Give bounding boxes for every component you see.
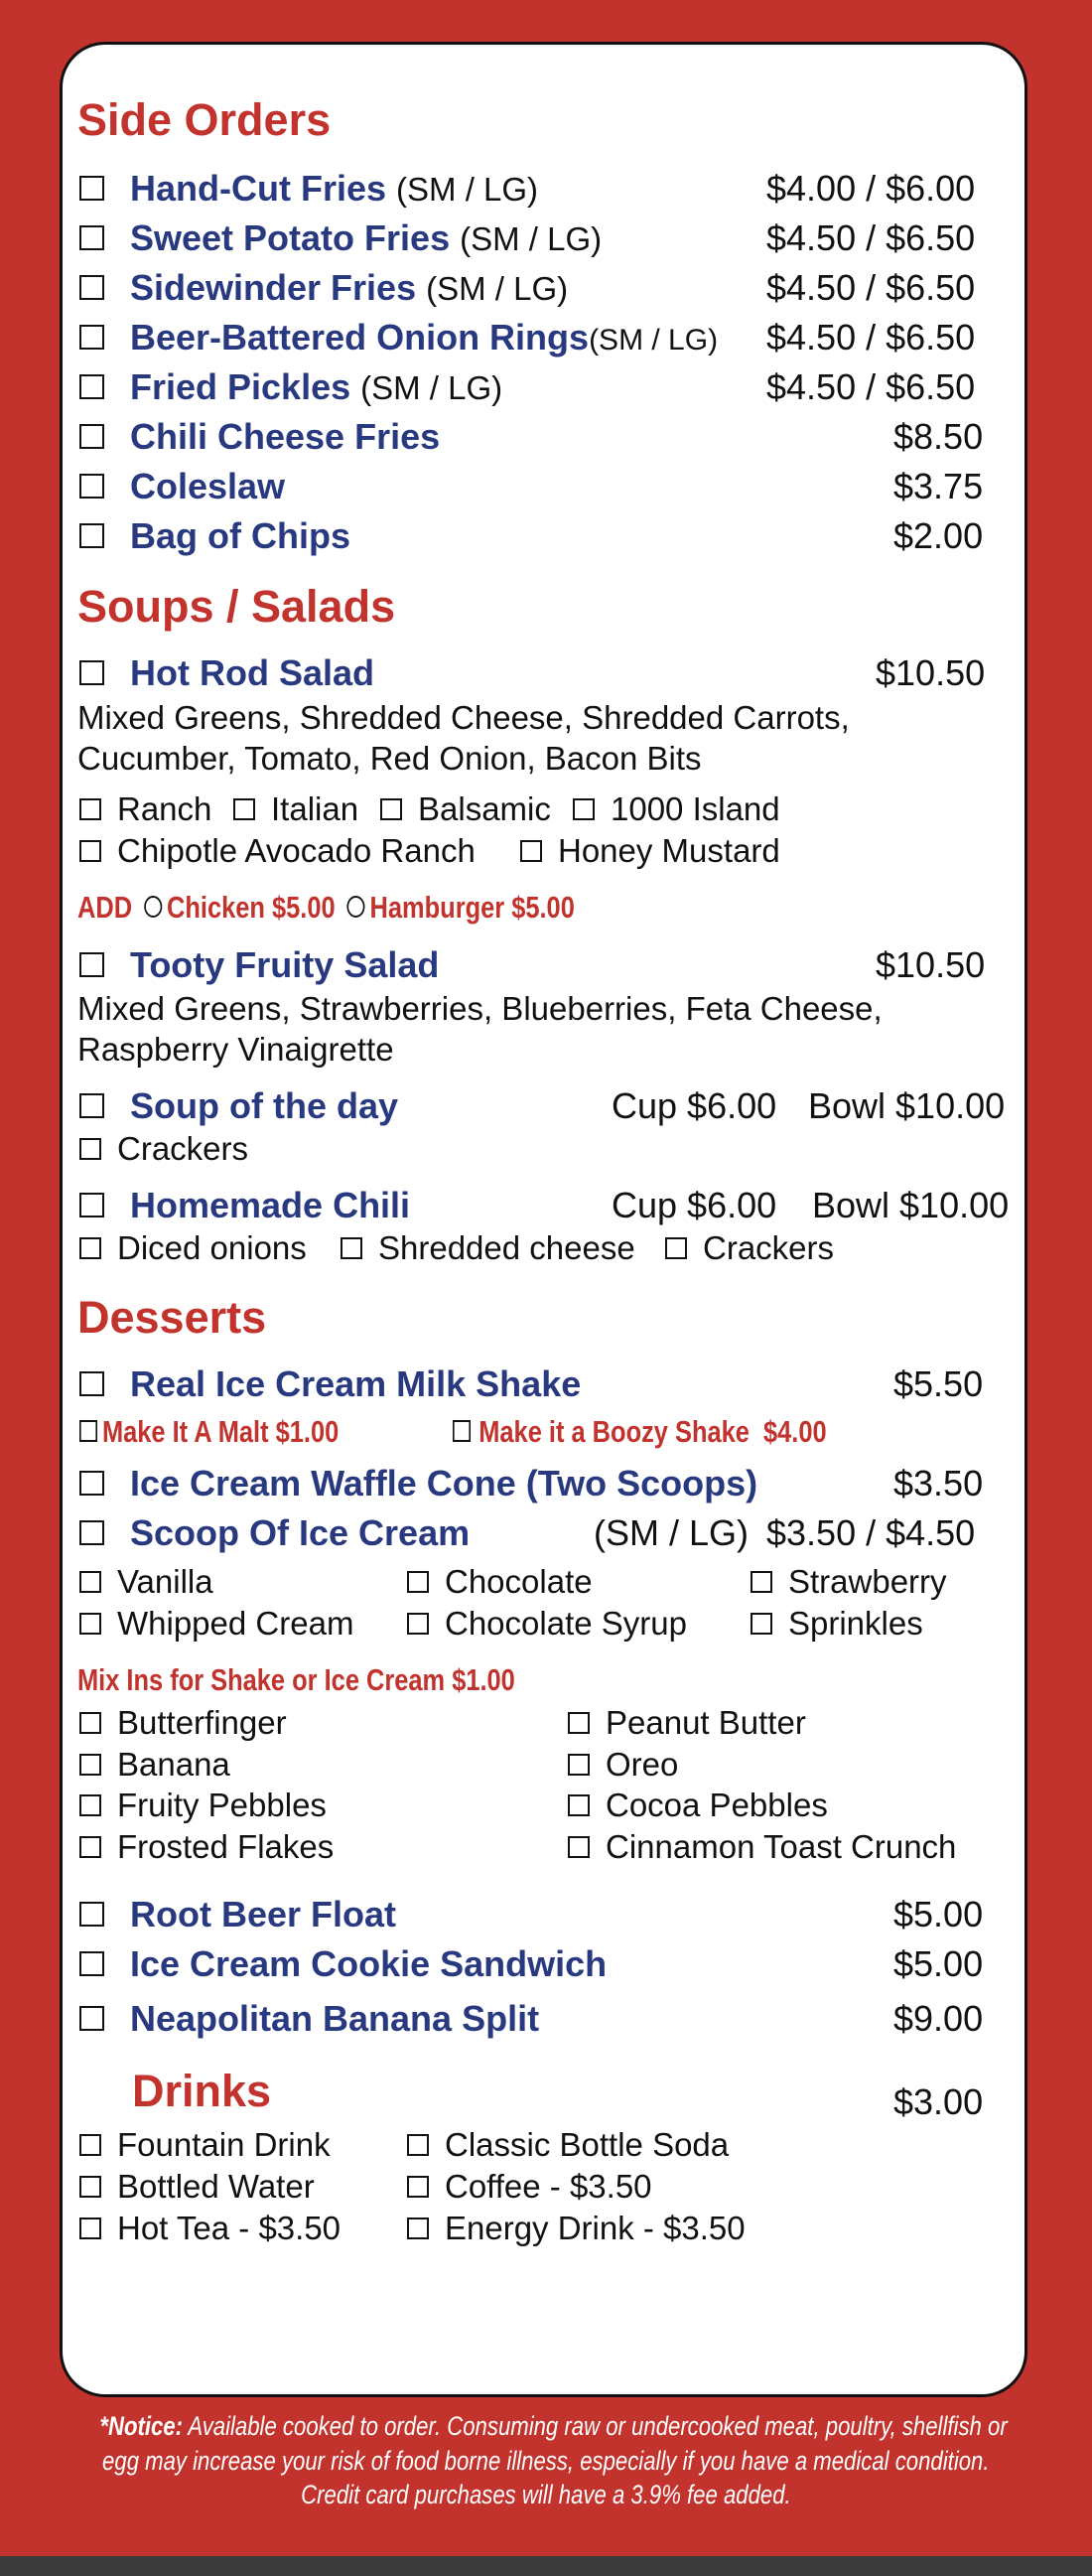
checkbox[interactable]	[573, 798, 595, 820]
notice-line-3: Credit card purchases will have a 3.9% fee added.	[301, 2480, 791, 2509]
option-italian[interactable]: Italian	[233, 792, 358, 825]
checkbox[interactable]	[568, 1836, 590, 1858]
checkbox[interactable]	[751, 1613, 772, 1635]
item-price: $5.00	[893, 1894, 984, 1934]
checkbox[interactable]	[79, 1754, 101, 1776]
checkbox[interactable]	[79, 2134, 101, 2156]
checkbox[interactable]	[407, 1613, 429, 1635]
checkbox[interactable]	[751, 1571, 772, 1593]
menu-item[interactable]: Tooty Fruity Salad	[79, 947, 439, 983]
checkbox[interactable]	[79, 1237, 101, 1259]
option-peanut-butter[interactable]: Peanut Butter	[568, 1706, 806, 1739]
menu-item[interactable]: Scoop Of Ice Cream	[79, 1515, 470, 1551]
item-price: $3.75	[893, 466, 984, 506]
checkbox[interactable]	[79, 1371, 104, 1396]
option-balsamic[interactable]: Balsamic	[380, 792, 551, 825]
notice-line-2: egg may increase your risk of food borne illness, especially if you have a medical condition.	[102, 2446, 990, 2476]
menu-item[interactable]: Sidewinder Fries (SM / LG)	[79, 270, 568, 306]
checkbox[interactable]	[79, 474, 104, 499]
checkbox[interactable]	[568, 1794, 590, 1816]
radio-chicken[interactable]	[144, 896, 162, 918]
option-cinnamon-toast-crunch[interactable]: Cinnamon Toast Crunch	[568, 1830, 956, 1863]
checkbox[interactable]	[79, 1193, 104, 1217]
item-description: Cucumber, Tomato, Red Onion, Bacon Bits	[77, 740, 702, 777]
mix-ins-title: Mix Ins for Shake or Ice Cream $1.00	[77, 1662, 515, 1697]
option-strawberry[interactable]: Strawberry	[751, 1565, 947, 1598]
option-1000-island[interactable]: 1000 Island	[573, 792, 780, 825]
checkbox[interactable]	[79, 1951, 104, 1976]
option-fruity-pebbles[interactable]: Fruity Pebbles	[79, 1789, 327, 1821]
checkbox[interactable]	[79, 523, 104, 548]
checkbox[interactable]	[79, 1571, 101, 1593]
checkbox[interactable]	[233, 798, 255, 820]
checkbox[interactable]	[79, 952, 104, 977]
option-crackers[interactable]: Crackers	[79, 1132, 248, 1165]
checkbox[interactable]	[79, 1520, 104, 1545]
checkbox[interactable]	[79, 660, 104, 685]
menu-item[interactable]: Chili Cheese Fries	[79, 419, 440, 455]
option-crackers[interactable]: Crackers	[665, 1231, 834, 1264]
add-protein-row: ADD Chicken $5.00 Hamburger $5.00	[77, 890, 575, 925]
menu-item[interactable]: Bag of Chips	[79, 518, 350, 554]
option-shredded-cheese[interactable]: Shredded cheese	[341, 1231, 635, 1264]
checkbox[interactable]	[568, 1712, 590, 1734]
checkbox[interactable]	[453, 1420, 471, 1442]
checkbox[interactable]	[380, 798, 402, 820]
option-banana[interactable]: Banana	[79, 1748, 230, 1781]
menu-item[interactable]: Root Beer Float	[79, 1897, 396, 1932]
item-price: $4.00 / $6.00	[766, 168, 976, 209]
checkbox[interactable]	[520, 840, 542, 862]
menu-item[interactable]: Fried Pickles (SM / LG)	[79, 369, 502, 405]
bowl-price: Bowl $10.00	[812, 1185, 1010, 1225]
menu-item[interactable]: Ice Cream Waffle Cone (Two Scoops)	[79, 1466, 757, 1502]
checkbox[interactable]	[665, 1237, 687, 1259]
section-title-desserts: Desserts	[77, 1292, 267, 1343]
checkbox[interactable]	[79, 1613, 101, 1635]
checkbox[interactable]	[79, 2176, 101, 2198]
bottom-edge	[0, 2556, 1092, 2576]
checkbox[interactable]	[79, 275, 104, 300]
notice-line-1: *Notice: Available cooked to order. Consuming raw or undercooked meat, poultry, shellfish or	[99, 2411, 1008, 2441]
checkbox[interactable]	[407, 1571, 429, 1593]
radio-hamburger[interactable]	[347, 896, 365, 918]
option-frosted-flakes[interactable]: Frosted Flakes	[79, 1830, 334, 1863]
item-price: $4.50 / $6.50	[766, 267, 976, 308]
item-price: $4.50 / $6.50	[766, 366, 976, 407]
option-oreo[interactable]: Oreo	[568, 1748, 678, 1781]
checkbox[interactable]	[79, 1794, 101, 1816]
menu-item[interactable]: Soup of the day	[79, 1088, 398, 1124]
option-diced-onions[interactable]: Diced onions	[79, 1231, 307, 1264]
option-chipotle-avocado-ranch[interactable]: Chipotle Avocado Ranch	[79, 834, 476, 867]
menu-item[interactable]: Sweet Potato Fries (SM / LG)	[79, 220, 602, 256]
checkbox[interactable]	[79, 1836, 101, 1858]
item-price: $3.50	[893, 1463, 984, 1503]
item-price: $8.50	[893, 416, 984, 457]
item-price: $5.50	[893, 1363, 984, 1404]
menu-item[interactable]: Hand-Cut Fries (SM / LG)	[79, 171, 538, 207]
checkbox[interactable]	[79, 2006, 104, 2031]
option-boozy-shake[interactable]: Make it a Boozy Shake $4.00	[453, 1416, 827, 1447]
menu-item[interactable]: Homemade Chili	[79, 1188, 410, 1223]
checkbox[interactable]	[568, 1754, 590, 1776]
cup-price: Cup $6.00	[612, 1085, 777, 1126]
section-title-soups-salads: Soups / Salads	[77, 581, 396, 632]
checkbox[interactable]	[79, 225, 104, 250]
menu-item[interactable]: Ice Cream Cookie Sandwich	[79, 1946, 607, 1982]
menu-item[interactable]: Hot Rod Salad	[79, 655, 374, 691]
checkbox[interactable]	[79, 1420, 97, 1442]
drinks-price: $3.00	[893, 2081, 984, 2122]
option-energy-drink[interactable]: Energy Drink - $3.50	[407, 2212, 746, 2244]
item-price: $9.00	[893, 1998, 984, 2039]
section-title-drinks: Drinks	[132, 2066, 272, 2116]
option-bottled-water[interactable]: Bottled Water	[79, 2170, 315, 2203]
option-honey-mustard[interactable]: Honey Mustard	[520, 834, 780, 867]
item-price: $4.50 / $6.50	[766, 217, 976, 258]
option-sprinkles[interactable]: Sprinkles	[751, 1607, 923, 1640]
option-coffee[interactable]: Coffee - $3.50	[407, 2170, 652, 2203]
option-classic-bottle-soda[interactable]: Classic Bottle Soda	[407, 2128, 729, 2161]
option-hot-tea[interactable]: Hot Tea - $3.50	[79, 2212, 341, 2244]
checkbox[interactable]	[79, 2218, 101, 2239]
checkbox[interactable]	[79, 840, 101, 862]
checkbox[interactable]	[79, 1471, 104, 1496]
item-price: $10.50	[876, 652, 986, 693]
option-cocoa-pebbles[interactable]: Cocoa Pebbles	[568, 1789, 828, 1821]
item-price: $3.50 / $4.50	[766, 1512, 976, 1553]
menu-item[interactable]: Real Ice Cream Milk Shake	[79, 1366, 581, 1402]
bowl-price: Bowl $10.00	[808, 1085, 1006, 1126]
item-price: $10.50	[876, 944, 986, 985]
item-price: $2.00	[893, 515, 984, 556]
option-malt[interactable]: Make It A Malt $1.00	[79, 1416, 339, 1447]
option-chocolate[interactable]: Chocolate	[407, 1565, 593, 1598]
menu-item[interactable]: Beer-Battered Onion Rings(SM / LG)	[79, 320, 718, 356]
checkbox[interactable]	[79, 1138, 101, 1160]
checkbox[interactable]	[79, 176, 104, 201]
item-price: $5.00	[893, 1943, 984, 1984]
checkbox[interactable]	[407, 2176, 429, 2198]
cup-price: Cup $6.00	[612, 1185, 777, 1225]
checkbox[interactable]	[407, 2134, 429, 2156]
item-description: Raspberry Vinaigrette	[77, 1031, 394, 1068]
option-whipped-cream[interactable]: Whipped Cream	[79, 1607, 353, 1640]
option-chocolate-syrup[interactable]: Chocolate Syrup	[407, 1607, 687, 1640]
checkbox[interactable]	[79, 1093, 104, 1118]
checkbox[interactable]	[79, 374, 104, 399]
checkbox[interactable]	[79, 1712, 101, 1734]
option-vanilla[interactable]: Vanilla	[79, 1565, 213, 1598]
checkbox[interactable]	[79, 424, 104, 449]
checkbox[interactable]	[79, 798, 101, 820]
item-description: Mixed Greens, Shredded Cheese, Shredded Carrots,	[77, 699, 850, 736]
section-title-side-orders: Side Orders	[77, 94, 332, 145]
option-ranch[interactable]: Ranch	[79, 792, 211, 825]
size-label: (SM / LG)	[594, 1512, 750, 1553]
item-description: Mixed Greens, Strawberries, Blueberries, Feta Cheese,	[77, 990, 883, 1027]
option-butterfinger[interactable]: Butterfinger	[79, 1706, 287, 1739]
menu-item[interactable]: Coleslaw	[79, 469, 285, 504]
menu-item[interactable]: Neapolitan Banana Split	[79, 2001, 539, 2037]
checkbox[interactable]	[407, 2218, 429, 2239]
option-fountain-drink[interactable]: Fountain Drink	[79, 2128, 331, 2161]
checkbox[interactable]	[79, 1902, 104, 1927]
checkbox[interactable]	[79, 325, 104, 350]
checkbox[interactable]	[341, 1237, 362, 1259]
item-price: $4.50 / $6.50	[766, 317, 976, 358]
